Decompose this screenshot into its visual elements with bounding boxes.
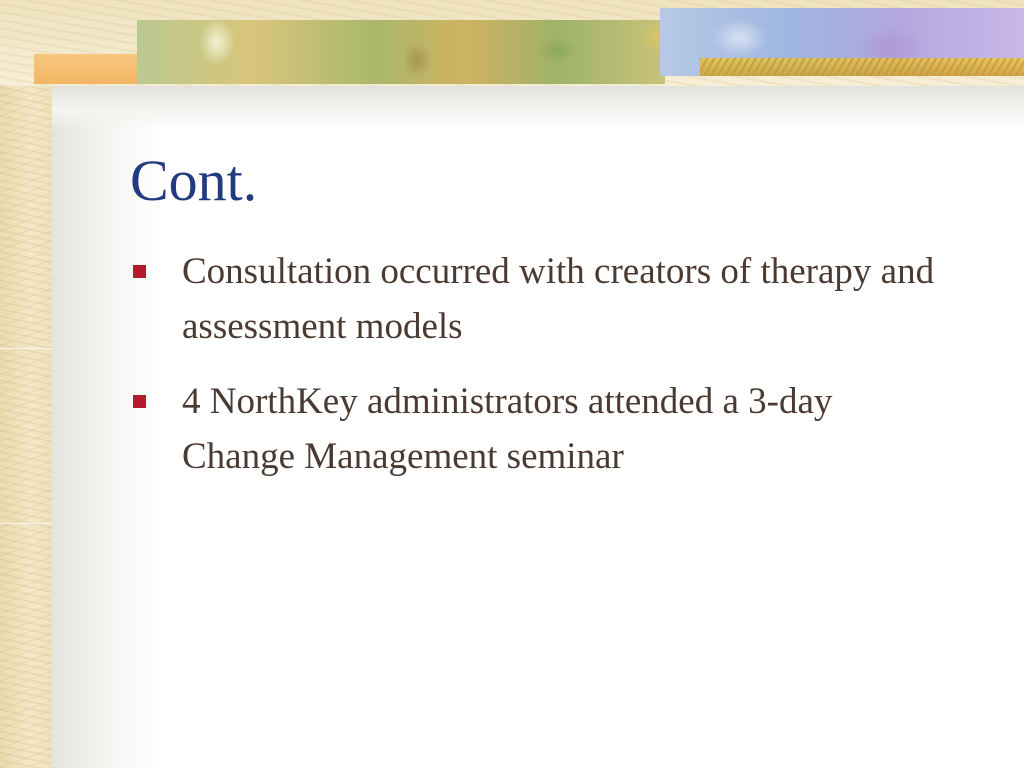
orange-accent-bar: [34, 54, 150, 84]
square-bullet-icon: [133, 395, 146, 408]
golden-grass-band: [700, 58, 1024, 76]
bullet-item: [130, 374, 950, 484]
strip-divider: [0, 348, 52, 349]
bullet-text: 4 NorthKey administrators attended a 3-day Change Management seminar: [182, 381, 833, 477]
bullet-text: Consultation occurred with creators of therapy and assessment models: [182, 251, 935, 347]
banner-shadow: [52, 86, 1024, 130]
slide-title: Cont.: [130, 148, 258, 213]
autumn-leaves-panel: [137, 20, 665, 84]
bullet-item: [130, 244, 950, 354]
strip-divider: [0, 523, 52, 524]
square-bullet-icon: [133, 265, 146, 278]
bullet-list: [130, 244, 950, 504]
decorative-banner: [0, 0, 1024, 130]
